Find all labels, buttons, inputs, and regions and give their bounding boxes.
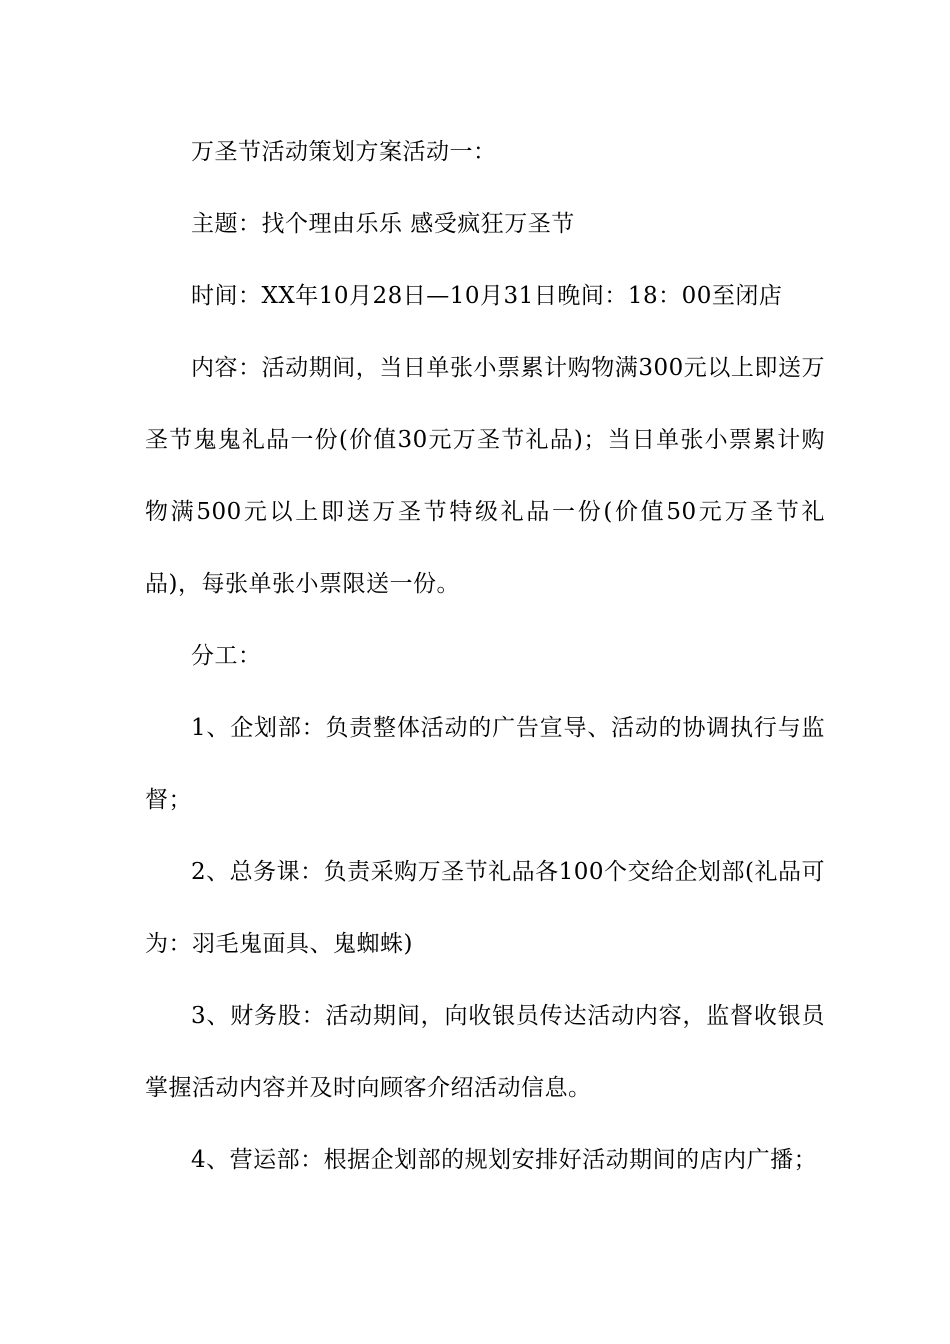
paragraph-division-heading: 分工： — [191, 643, 262, 669]
paragraph-content: 内容：活动期间，当日单张小票累计购物满300元以上即送万圣节鬼鬼礼品一份(价值30元万圣节礼品)；当日单张小票累计购物满500元以上即送万圣节特级礼品一份(价值50元万圣节礼品)，每张单张小票限送一份。 — [145, 355, 825, 597]
paragraph-title: 万圣节活动策划方案活动一： — [191, 139, 497, 165]
paragraph-general-affairs: 2、总务课：负责采购万圣节礼品各100个交给企划部(礼品可为：羽毛鬼面具、鬼蜘蛛) — [145, 859, 826, 957]
paragraph-operations: 4、营运部：根据企划部的规划安排好活动期间的店内广播； — [191, 1147, 818, 1173]
paragraph-finance: 3、财务股：活动期间，向收银员传达活动内容，监督收银员掌握活动内容并及时向顾客介绍活动信息。 — [145, 1003, 825, 1101]
paragraph-time: 时间：XX年10月28日—10月31日晚间：18：00至闭店 — [191, 283, 783, 309]
paragraph-theme: 主题：找个理由乐乐 感受疯狂万圣节 — [191, 211, 575, 237]
document-body — [145, 116, 825, 1196]
paragraph-planning-dept: 1、企划部：负责整体活动的广告宣导、活动的协调执行与监督； — [145, 715, 825, 813]
